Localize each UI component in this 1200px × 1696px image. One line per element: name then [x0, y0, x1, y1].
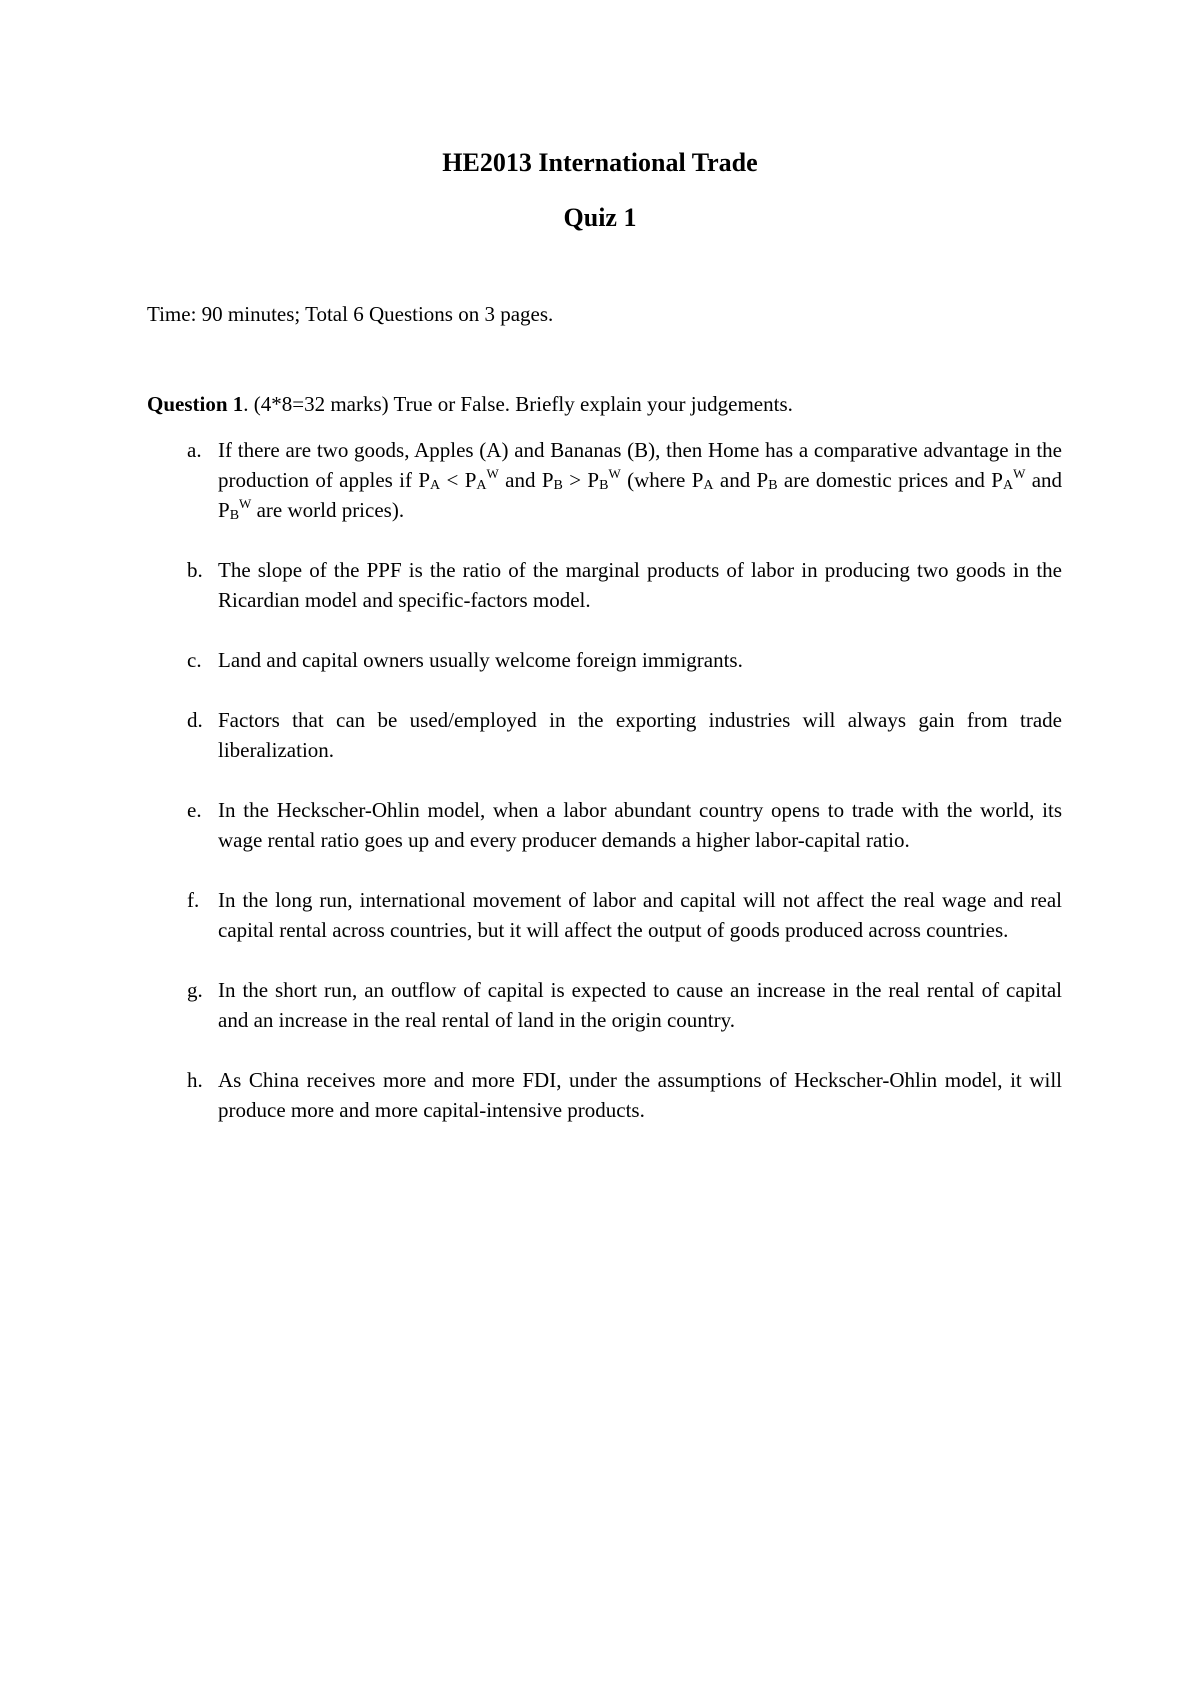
question-item-d [147, 705, 1062, 765]
item-letter: h. [187, 1068, 203, 1092]
item-text: Land and capital owners usually welcome foreign immigrants. [218, 648, 743, 672]
question-item-f [147, 885, 1062, 945]
item-letter: f. [187, 888, 200, 912]
question-item-a [147, 435, 1062, 525]
question-1-marks: . (4*8=32 marks) True or False. Briefly explain your judgements. [243, 392, 793, 416]
item-text: As China receives more and more FDI, under the assumptions of Heckscher-Ohlin model, it will produce more and more capital-intensive products. [218, 1068, 1062, 1122]
quiz-title: Quiz 1 [563, 203, 637, 232]
item-text: The slope of the PPF is the ratio of the marginal products of labor in producing two goods in the Ricardian model and specific-factors model. [218, 558, 1062, 612]
question-item-b [147, 555, 1062, 615]
item-letter: d. [187, 708, 203, 732]
item-letter: e. [187, 798, 202, 822]
item-text: In the short run, an outflow of capital is expected to cause an increase in the real rental of capital and an increase in the real rental of land in the origin country. [218, 978, 1062, 1032]
question-1-items [147, 435, 1062, 1155]
item-letter: b. [187, 558, 203, 582]
question-1-label: Question 1 [147, 392, 244, 416]
time-instructions: Time: 90 minutes; Total 6 Questions on 3 pages. [147, 302, 554, 326]
item-letter: g. [187, 978, 203, 1002]
question-1-heading [147, 390, 793, 418]
item-text: In the Heckscher-Ohlin model, when a labor abundant country opens to trade with the world, its wage rental ratio goes up and every producer demands a higher labor-capital ratio. [218, 798, 1062, 852]
item-text: If there are two goods, Apples (A) and Bananas (B), then Home has a comparative advantage in the production of apples if PA < $PA^W$ and PB > $PB^W$ (where PA and PB are domestic prices and $PA^W$ and $PB^W$ are world prices). [218, 438, 1063, 523]
course-title: HE2013 International Trade [442, 148, 758, 177]
question-item-h [147, 1065, 1062, 1125]
question-item-g [147, 975, 1062, 1035]
item-text: In the long run, international movement of labor and capital will not affect the real wage and real capital rental across countries, but it will affect the output of goods produced across countries. [218, 888, 1062, 942]
item-letter: a. [187, 438, 202, 462]
item-text: Factors that can be used/employed in the exporting industries will always gain from trade liberalization. [218, 708, 1062, 762]
question-item-e [147, 795, 1062, 855]
question-item-c [147, 645, 1062, 675]
item-letter: c. [187, 648, 202, 672]
